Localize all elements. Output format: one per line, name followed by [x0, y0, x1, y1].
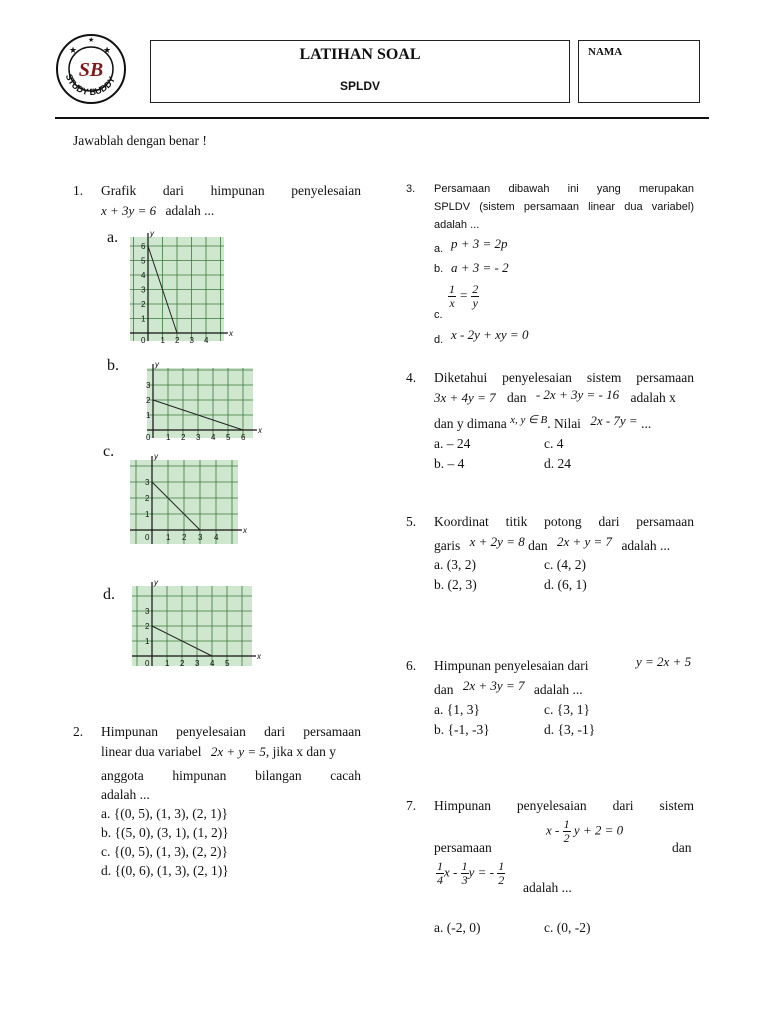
x-axis-label: x	[229, 329, 233, 338]
y-tick-label: 3	[141, 285, 146, 295]
y-tick-label: 3	[145, 478, 150, 487]
y-tick-label: 3	[146, 381, 151, 390]
fraction-denominator: 4	[437, 873, 443, 887]
question-text: persamaan	[434, 840, 492, 855]
x-tick-label: 1	[166, 433, 171, 440]
svg-text:★: ★	[69, 45, 78, 55]
x-tick-label: 4	[214, 533, 219, 542]
equation: x, y ∈ B	[510, 414, 548, 426]
question-text: Grafik dari himpunan penyelesaian	[101, 183, 361, 198]
option-a[interactable]: a. (-2, 0)	[434, 920, 481, 935]
y-tick-label: 1	[146, 411, 151, 420]
equation: 3x + 4y = 7	[434, 390, 496, 405]
logo-letters: SB	[78, 59, 104, 81]
y-tick-label: 2	[145, 494, 150, 503]
question-text: . Nilai	[547, 416, 581, 431]
equation: 2x + y = 5	[210, 744, 266, 759]
x-tick-label: 2	[181, 433, 186, 440]
option-d[interactable]: d. {3, -1}	[544, 722, 596, 737]
y-tick-label: 6	[141, 242, 146, 251]
y-tick-label: 2	[146, 396, 151, 405]
equation-part: y + 2 = 0	[573, 822, 624, 838]
x-tick-label: 3	[198, 533, 203, 542]
x-tick-label: 2	[182, 533, 187, 542]
option-label-b[interactable]: b.	[107, 357, 119, 374]
fraction-denominator: x	[449, 296, 455, 310]
equation: 2x + y = 7	[556, 534, 613, 549]
equation: x + 2y = 8	[469, 534, 525, 549]
origin-label: 0	[146, 433, 151, 440]
x-tick-label: 1	[165, 659, 170, 668]
y-tick-label: 1	[141, 314, 146, 324]
y-tick-label: 1	[145, 510, 150, 519]
question-text: adalah ...	[533, 682, 583, 697]
graph-option-d[interactable]	[130, 576, 265, 668]
origin-label: 0	[141, 336, 146, 344]
y-axis-label: y	[150, 229, 154, 238]
fraction-numerator: 2	[472, 282, 479, 296]
graph-option-b[interactable]	[145, 358, 267, 440]
x-tick-label: 6	[241, 433, 246, 440]
option-a[interactable]: a. – 24	[434, 436, 471, 451]
question-number: 4.	[406, 370, 417, 385]
question-text: linear dua variabel	[101, 744, 202, 759]
option-b[interactable]: b.	[434, 263, 444, 275]
question-text: SPLDV (sistem persamaan linear dua variabel)	[434, 201, 694, 213]
option-d[interactable]: d. {(0, 6), (1, 3), (2, 1)}	[101, 863, 229, 878]
x-tick-label: 3	[189, 336, 194, 344]
question-text: adalah ...	[101, 787, 150, 802]
y-axis-label: y	[154, 578, 158, 587]
option-a[interactable]: a. {1, 3}	[434, 702, 480, 717]
logo	[55, 33, 127, 105]
option-b[interactable]: b. (2, 3)	[434, 577, 477, 592]
page-subtitle: SPLDV	[339, 79, 380, 93]
question-number: 6.	[406, 658, 417, 673]
question-text: dan	[528, 538, 548, 553]
fraction-denominator: 2	[498, 873, 505, 887]
option-c[interactable]: c. {(0, 5), (1, 3), (2, 2)}	[101, 844, 228, 859]
equation	[436, 860, 505, 887]
origin-label: 0	[145, 533, 150, 542]
option-b[interactable]: b. {-1, -3}	[434, 722, 490, 737]
x-tick-label: 4	[211, 433, 216, 440]
equation: a + 3 = - 2	[451, 260, 509, 275]
question-text: dan	[434, 682, 454, 697]
option-a[interactable]: a. (3, 2)	[434, 557, 476, 572]
x-tick-label: 5	[225, 659, 230, 668]
origin-label: 0	[145, 659, 150, 668]
option-c[interactable]: c.	[434, 309, 443, 321]
x-tick-label: 2	[180, 659, 185, 668]
page-title: LATIHAN SOAL	[299, 46, 421, 63]
question-number: 3.	[406, 183, 416, 195]
fraction-numerator: 1	[498, 859, 505, 873]
equation: - 2x + 3y = - 16	[535, 387, 620, 402]
question-text: adalah x	[630, 390, 676, 405]
option-d[interactable]: d.	[434, 334, 444, 346]
question-text: Himpunan penyelesaian dari sistem	[434, 798, 694, 813]
option-c[interactable]: c. 4	[544, 436, 564, 451]
question-text: dan y dimana	[434, 416, 507, 431]
question-text: Koordinat titik potong dari persamaan	[434, 514, 694, 529]
question-text-end: adalah ...	[165, 203, 215, 218]
y-tick-label: 3	[145, 607, 150, 616]
logo-ring-text: STUDY BUDDY	[63, 72, 118, 98]
name-label: NAMA	[588, 46, 623, 58]
question-text: Himpunan penyelesaian dari persamaan	[101, 724, 361, 739]
fraction-numerator: 1	[449, 282, 455, 296]
logo-badge	[55, 33, 127, 105]
fraction-numerator: 1	[461, 859, 468, 873]
x-tick-label: 1	[166, 533, 171, 542]
x-tick-label: 4	[210, 659, 215, 668]
option-d[interactable]: d. (6, 1)	[544, 577, 587, 592]
equation: p + 3 = 2p	[451, 236, 508, 251]
x-tick-label: 1	[160, 336, 165, 344]
y-axis-label: y	[155, 360, 159, 369]
option-label-d[interactable]: d.	[103, 586, 115, 603]
graph-option-a[interactable]	[126, 229, 236, 344]
equation: 2x + 3y = 7	[462, 678, 525, 693]
x-tick-label: 4	[204, 336, 209, 344]
option-c[interactable]: c. (0, -2)	[544, 920, 591, 935]
x-axis-label: x	[257, 652, 261, 661]
fraction-numerator: 1	[563, 817, 570, 831]
question-text: adalah ...	[434, 219, 480, 231]
question-text: ...	[641, 416, 652, 431]
option-b[interactable]: b. {(5, 0), (3, 1), (1, 2)}	[101, 825, 229, 840]
question-text: dan	[506, 390, 527, 405]
equation: y = 2x + 5	[636, 654, 692, 669]
question-text: Persamaan dibawah ini yang merupakan	[434, 183, 694, 195]
fraction-numerator: 1	[437, 859, 443, 873]
instruction-text: Jawablah dengan benar !	[73, 133, 207, 148]
header-divider	[55, 117, 709, 119]
option-d[interactable]: d. 24	[544, 456, 571, 471]
option-c[interactable]: c. {3, 1}	[544, 702, 590, 717]
x-tick-label: 3	[195, 659, 200, 668]
y-tick-label: 5	[141, 256, 146, 266]
graph-option-c[interactable]	[128, 448, 250, 546]
title-box	[150, 40, 570, 103]
svg-text:★: ★	[103, 45, 112, 55]
name-box[interactable]	[578, 40, 700, 103]
x-axis-label: x	[243, 526, 247, 535]
question-text: dan	[672, 840, 692, 855]
option-label-c[interactable]: c.	[103, 443, 115, 460]
question-number: 1.	[73, 183, 84, 198]
fraction-denominator: 2	[563, 831, 570, 845]
question-number: 2.	[73, 724, 84, 739]
fraction-denominator: 3	[461, 873, 468, 887]
option-label-a[interactable]: a.	[107, 229, 119, 246]
question-text: , jika x dan y	[265, 744, 337, 759]
x-tick-label: 3	[196, 433, 201, 440]
question-number: 7.	[406, 798, 417, 813]
question-text: Diketahui penyelesaian sistem persamaan	[434, 370, 694, 385]
equation: x - 2y + xy = 0	[451, 327, 529, 342]
question-number: 5.	[406, 514, 417, 529]
option-c[interactable]: c. (4, 2)	[544, 557, 586, 572]
equation: x + 3y = 6	[101, 203, 157, 218]
y-axis-label: y	[154, 452, 158, 461]
y-tick-label: 2	[145, 622, 150, 631]
fraction-denominator: y	[472, 296, 478, 310]
question-text: anggota himpunan bilangan cacah	[101, 768, 361, 783]
option-b[interactable]: b. – 4	[434, 456, 465, 471]
question-text: Himpunan penyelesaian dari	[434, 658, 589, 673]
question-text: adalah ...	[523, 880, 572, 895]
equation	[546, 818, 623, 845]
equals-sign: =	[459, 287, 469, 303]
equation-part: x -	[546, 822, 560, 838]
equation-part: y = -	[468, 864, 494, 880]
x-tick-label: 2	[175, 336, 180, 344]
equation: 2x - 7y =	[590, 413, 638, 428]
y-tick-label: 4	[141, 271, 146, 280]
question-text: garis	[434, 538, 461, 553]
x-tick-label: 5	[226, 433, 231, 440]
y-tick-label: 1	[145, 637, 150, 646]
x-axis-label: x	[258, 426, 262, 435]
question-text: adalah ...	[621, 538, 671, 553]
option-a[interactable]: a.	[434, 243, 444, 255]
equation	[448, 283, 479, 310]
y-tick-label: 2	[141, 300, 146, 309]
svg-text:★: ★	[88, 36, 95, 44]
option-a[interactable]: a. {(0, 5), (1, 3), (2, 1)}	[101, 806, 228, 821]
equation-part: x -	[444, 864, 458, 880]
